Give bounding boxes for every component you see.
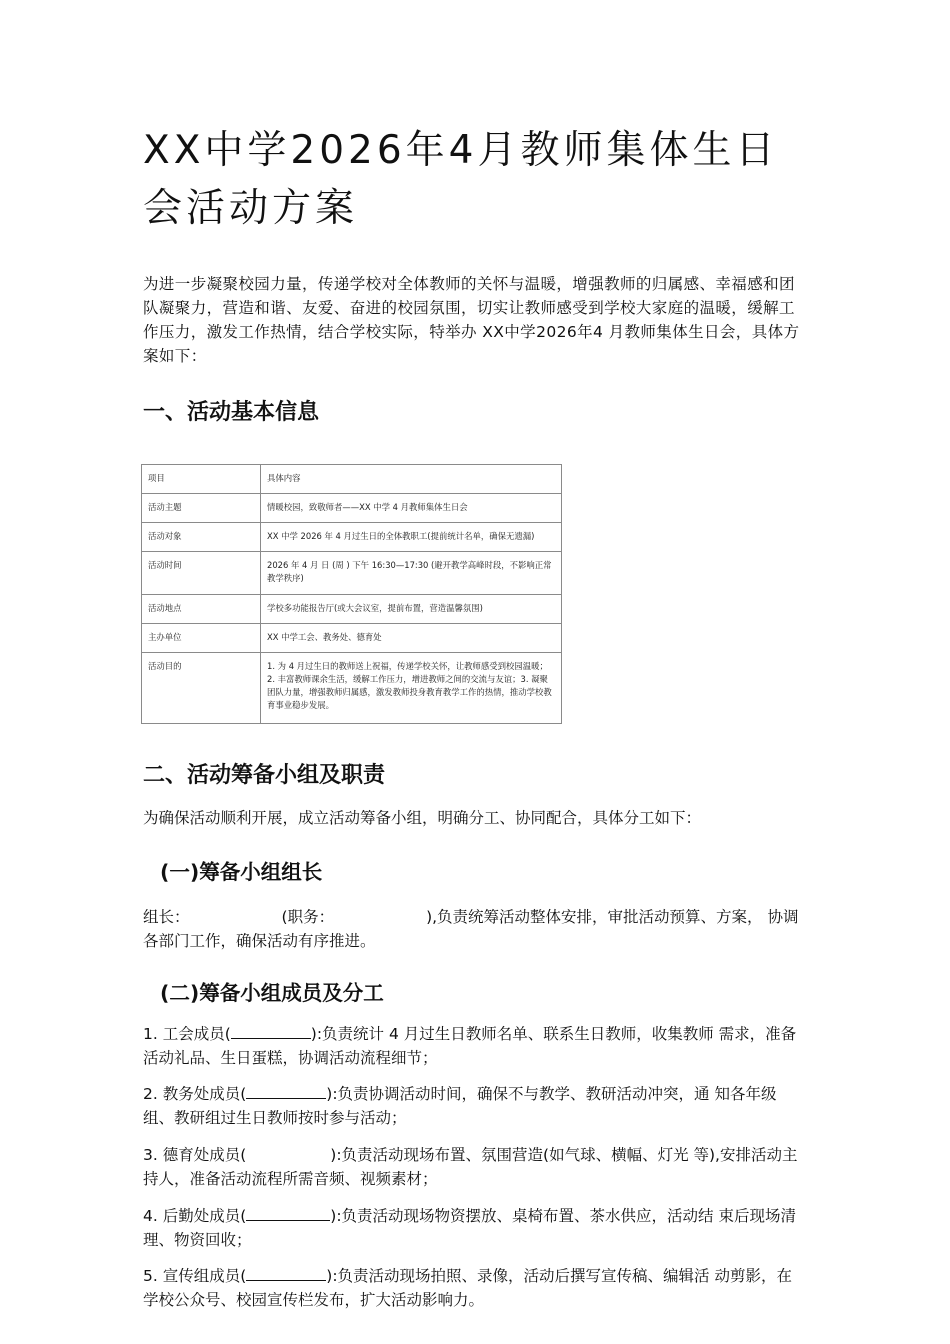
member-role: 5. 宣传组成员(: [143, 1267, 247, 1285]
list-item: [143, 1264, 803, 1312]
list-item: [143, 1022, 803, 1070]
table-row: [142, 494, 562, 523]
leader-label: 组长：: [143, 908, 190, 926]
table-header-cell: 具体内容: [261, 465, 562, 494]
member-role: 2. 教务处成员(: [143, 1085, 247, 1103]
list-item: [143, 1204, 803, 1252]
table-cell-value: 1. 为 4 月过生日的教师送上祝福，传递学校关怀，让教师感受到校园温暖；2. 丰富教师课余生活，缓解工作压力，增进教师之间的交流与友谊；3. 凝聚团队力量，增强教师归属感，激发教师投身教育教学工作的热情，推动学校教育事业稳步发展。: [261, 653, 562, 724]
table-row: [142, 552, 562, 595]
member-role: 4. 后勤处成员(: [143, 1207, 247, 1225]
table-row: [142, 653, 562, 724]
section-1-heading: 一、活动基本信息: [143, 400, 320, 425]
table-cell-value: XX 中学工会、教务处、德育处: [261, 624, 562, 653]
list-item: [143, 1143, 803, 1191]
table-cell-value: XX 中学 2026 年 4 月过生日的全体教职工(提前统计名单，确保无遗漏): [261, 523, 562, 552]
table-row: [142, 523, 562, 552]
table-header-row: [142, 465, 562, 494]
member-role: 1. 工会成员(: [143, 1025, 231, 1043]
list-item: [143, 1082, 803, 1130]
member-role: 3. 德育处成员(: [143, 1146, 247, 1164]
member-duty: ):负责活动现场拍照、录像，活动后撰写宣传稿、编辑活 动剪影，在学校公众号、校园宣传栏发布，扩大活动影响力。: [143, 1267, 792, 1309]
name-blank: [231, 1024, 311, 1039]
section-2-heading: 二、活动筹备小组及职责: [143, 763, 386, 788]
member-duty: ):负责协调活动时间，确保不与教学、教研活动冲突，通 知各年级组、教研组过生日教师按时参与活动；: [143, 1085, 777, 1127]
table-cell-value: 学校多功能报告厅(或大会议室，提前布置，营造温馨氛围): [261, 595, 562, 624]
table-cell-label: 活动时间: [142, 552, 261, 595]
intro-paragraph: 为进一步凝聚校园力量，传递学校对全体教师的关怀与温暖，增强教师的归属感、幸福感和团队凝聚力，营造和谐、友爱、奋进的校园氛围，切实让教师感受到学校大家庭的温暖，缓解工作压力，激发工作热情，结合学校实际，特举办 XX中学2026年4 月教师集体生日会，具体方案如下：: [143, 275, 800, 365]
table-cell-label: 活动地点: [142, 595, 261, 624]
subsection-2-heading: (二)筹备小组成员及分工: [160, 981, 384, 1005]
table-cell-value: 2026 年 4 月 日 (周 ) 下午 16:30—17:30 (避开教学高峰时段，不影响正常教学秩序): [261, 552, 562, 595]
table-cell-label: 主办单位: [142, 624, 261, 653]
section-2-intro: 为确保活动顺利开展，成立活动筹备小组，明确分工、协同配合，具体分工如下：: [143, 809, 702, 827]
member-duty: ):负责活动现场物资摆放、桌椅布置、茶水供应，活动结 束后现场清理、物资回收；: [143, 1207, 796, 1249]
table-row: [142, 624, 562, 653]
leader-paragraph: [143, 905, 803, 953]
subsection-1-heading: (一)筹备小组组长: [160, 860, 323, 884]
leader-duty-text: ),负责统筹活动整体安排，审批活动预算、方案， 协调各部门工作，确保活动有序推进。: [143, 908, 799, 950]
member-duty: ):负责活动现场布置、氛围营造(如气球、横幅、灯光 等),安排活动主持人，准备活动流程所需音频、视频素材；: [143, 1146, 798, 1188]
table-cell-value: 情暖校园，致敬师者——XX 中学 4 月教师集体生日会: [261, 494, 562, 523]
table-cell-label: 活动主题: [142, 494, 261, 523]
name-blank: [246, 1206, 330, 1221]
document-title: XX中学2026年4月教师集体生日会活动方案: [143, 128, 779, 231]
name-blank: [246, 1084, 326, 1099]
table-cell-label: 活动对象: [142, 523, 261, 552]
member-duty: ):负责统计 4 月过生日教师名单、联系生日教师，收集教师 需求，准备活动礼品、生日蛋糕，协调活动流程细节；: [143, 1025, 797, 1067]
post-label: (职务：: [281, 908, 335, 926]
activity-info-table: [141, 464, 562, 724]
table-row: [142, 595, 562, 624]
table-header-cell: 项目: [142, 465, 261, 494]
table-cell-label: 活动目的: [142, 653, 261, 724]
name-blank: [246, 1266, 326, 1281]
